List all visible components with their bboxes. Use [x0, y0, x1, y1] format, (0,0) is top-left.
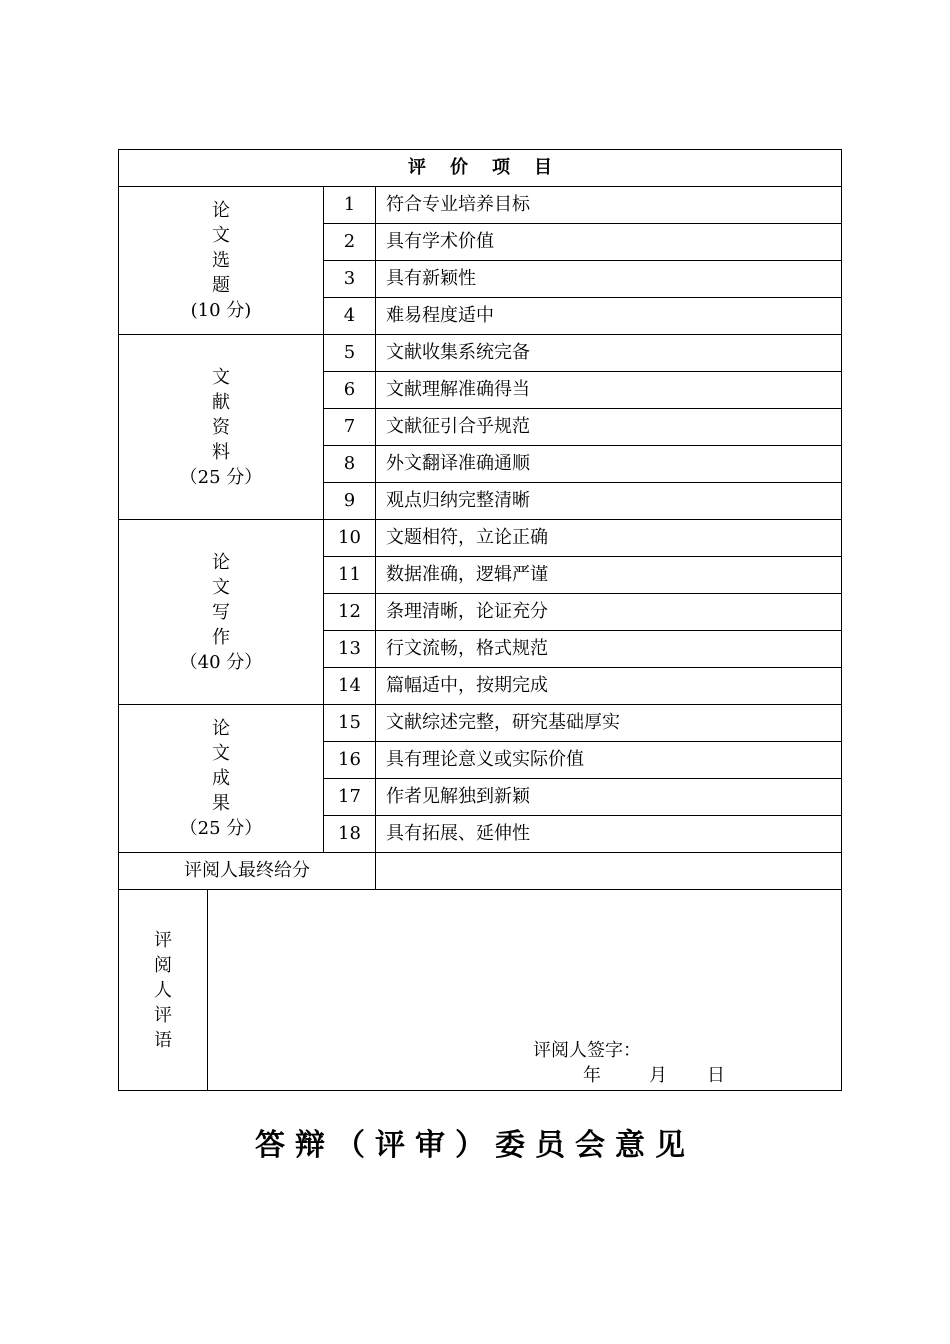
item-criterion: 作者见解独到新颖: [376, 779, 842, 816]
item-criterion: 文献收集系统完备: [376, 335, 842, 372]
category-char: 题: [212, 275, 230, 296]
item-criterion: 文献综述完整，研究基础厚实: [376, 705, 842, 742]
category-char: 果: [212, 793, 230, 814]
category-score: （25 分）: [179, 466, 263, 488]
category-char: 文: [212, 366, 230, 388]
item-number: 9: [324, 483, 376, 520]
date-line: [583, 1067, 725, 1085]
item-criterion: 文献征引合乎规范: [376, 409, 842, 446]
item-number: 16: [324, 742, 376, 779]
item-number: 10: [324, 520, 376, 557]
item-row: [119, 705, 842, 742]
category-char: 论: [212, 718, 230, 739]
category-cell: [119, 520, 324, 705]
category-char: 论: [212, 551, 230, 573]
item-criterion: 观点归纳完整清晰: [376, 483, 842, 520]
item-criterion: 符合专业培养目标: [376, 187, 842, 224]
category-score: (10 分): [190, 300, 252, 321]
category-char: 文: [212, 743, 230, 764]
comment-label-char: 语: [154, 1029, 172, 1051]
item-number: 2: [324, 224, 376, 261]
item-number: 3: [324, 261, 376, 298]
item-row: [119, 520, 842, 557]
item-number: 11: [324, 557, 376, 594]
evaluation-table: [118, 149, 842, 1091]
final-score-row: [119, 853, 842, 890]
item-number: 8: [324, 446, 376, 483]
comment-label-char: 评: [154, 929, 172, 951]
item-criterion: 文献理解准确得当: [376, 372, 842, 409]
item-criterion: 行文流畅，格式规范: [376, 631, 842, 668]
item-number: 17: [324, 779, 376, 816]
table-header: 评价项目: [119, 150, 842, 187]
item-criterion: 篇幅适中，按期完成: [376, 668, 842, 705]
item-number: 4: [324, 298, 376, 335]
item-criterion: 条理清晰，论证充分: [376, 594, 842, 631]
category-char: 成: [212, 768, 230, 789]
date-year-label: 年: [583, 1065, 601, 1086]
date-day-label: 日: [707, 1065, 725, 1086]
item-row: [119, 335, 842, 372]
item-row: [119, 187, 842, 224]
item-number: 13: [324, 631, 376, 668]
category-char: 写: [212, 601, 230, 623]
category-char: 论: [212, 200, 230, 221]
item-number: 7: [324, 409, 376, 446]
item-number: 6: [324, 372, 376, 409]
comment-label-char: 评: [154, 1004, 172, 1026]
item-number: 15: [324, 705, 376, 742]
category-char: 选: [212, 250, 230, 271]
item-number: 5: [324, 335, 376, 372]
signature-label: 评阅人签字：: [533, 1040, 641, 1061]
item-criterion: 难易程度适中: [376, 298, 842, 335]
comment-label-char: 阅: [154, 954, 172, 976]
item-criterion: 具有新颖性: [376, 261, 842, 298]
item-criterion: 具有理论意义或实际价值: [376, 742, 842, 779]
comment-row: [119, 890, 842, 1091]
category-score: （40 分）: [179, 651, 263, 673]
category-cell: [119, 187, 324, 335]
committee-opinion-title: 答辩（评审）委员会意见: [255, 1128, 695, 1163]
item-number: 14: [324, 668, 376, 705]
category-char: 献: [212, 391, 230, 413]
item-criterion: 文题相符，立论正确: [376, 520, 842, 557]
item-number: 12: [324, 594, 376, 631]
comment-label: [119, 890, 208, 1091]
category-char: 文: [212, 576, 230, 598]
item-criterion: 具有拓展、延伸性: [376, 816, 842, 853]
item-criterion: 数据准确，逻辑严谨: [376, 557, 842, 594]
item-number: 1: [324, 187, 376, 224]
item-number: 18: [324, 816, 376, 853]
category-cell: [119, 335, 324, 520]
category-cell: [119, 705, 324, 853]
item-criterion: 具有学术价值: [376, 224, 842, 261]
item-criterion: 外文翻译准确通顺: [376, 446, 842, 483]
category-score: （25 分）: [179, 818, 263, 839]
final-score-field[interactable]: [376, 853, 842, 890]
category-char: 文: [212, 225, 230, 246]
category-char: 资: [212, 416, 230, 438]
comment-label-char: 人: [154, 979, 172, 1001]
date-month-label: 月: [649, 1065, 667, 1086]
category-char: 作: [212, 626, 230, 648]
header-row: [119, 150, 842, 187]
category-char: 料: [212, 441, 230, 463]
final-score-label: 评阅人最终给分: [119, 853, 376, 890]
comment-area[interactable]: [208, 890, 842, 1091]
